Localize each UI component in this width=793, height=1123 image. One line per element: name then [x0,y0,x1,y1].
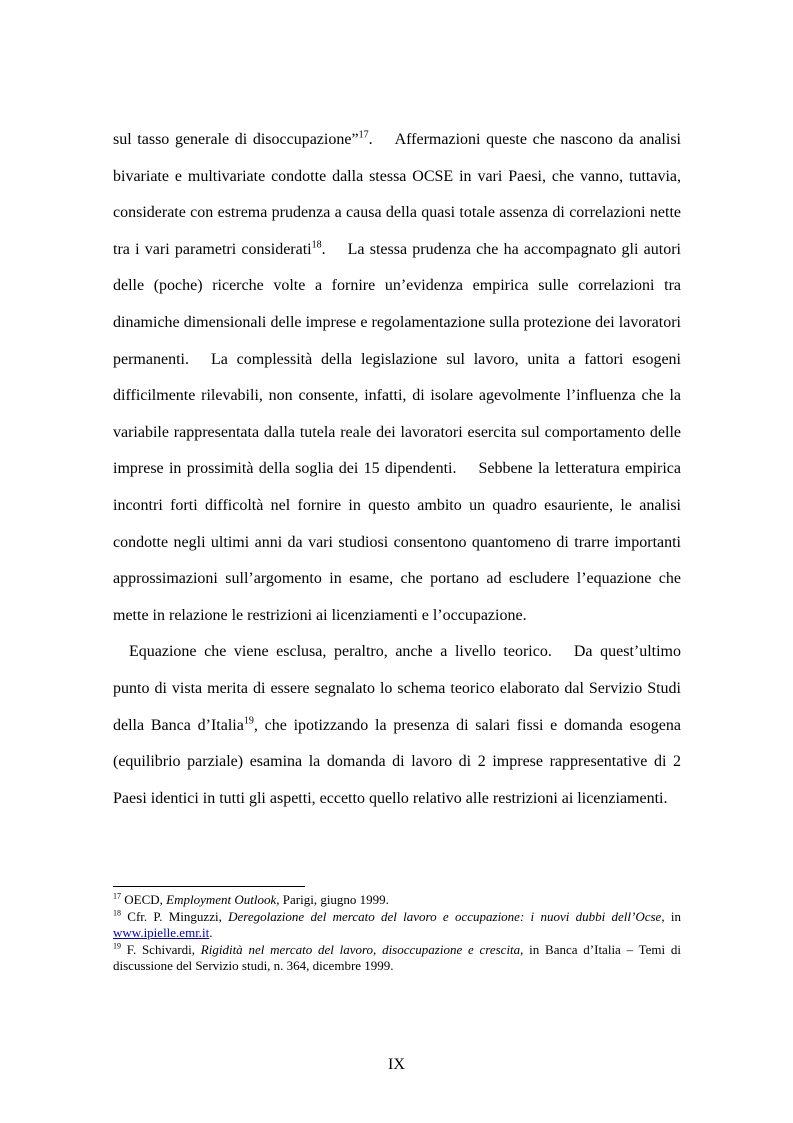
footnote-number: 19 [113,941,121,951]
page-number: IX [388,1056,405,1073]
sentence: Sebbene la letteratura empirica incontri forti difficoltà nel fornire in questo ambito un quadro esauriente, le analisi condotte negli ultimi anni da vari studiosi consentono quantomeno di trarre importanti approssimazioni sull’argomento in esame, che portano ad escludere l’equazione che mette in relazione le restrizioni ai licenziamenti e l’occupazione. [113,460,681,624]
paragraph-2 [113,634,681,817]
sentence: La complessità della legislazione sul lavoro, unita a fattori esogeni difficilmente rilevabili, non consente, infatti, di isolare agevolmente l’influenza che la variabile rappresentata dalla tutela reale dei lavoratori esercita sul comportamento delle imprese in prossimità della soglia dei 15 dipendenti. [113,350,681,478]
footnotes [113,892,681,975]
footnote-18 [113,909,681,942]
sentence: Equazione che viene esclusa, peraltro, anche a livello teorico. [129,643,552,661]
footnote-link[interactable]: www.ipielle.emr.it [113,925,210,940]
punctuation: . [368,131,373,148]
footnote-title: Deregolazione del mercato del lavoro e occupazione: i nuovi dubbi dell’Ocse [228,908,662,924]
footnote-19 [113,942,681,975]
sentence: sul tasso generale di disoccupazione” [113,131,359,148]
sentence: Da quest’ultimo punto di vista merita di essere segnalato lo schema teorico elaborato dal Servizio Studi della Banca d’Italia [113,643,681,734]
footnote-ref-19[interactable]: 19 [243,715,254,727]
footnote-17 [113,892,681,909]
footnote-number: 17 [113,891,121,901]
footnote-separator [113,886,305,887]
sentence: La stessa prudenza che ha accompagnato gli autori delle (poche) ricerche volte a fornire un’evidenza empirica sulle correlazioni tra dinamiche dimensionali delle imprese e regolamentazione sulla protezione dei lavoratori permanenti. [113,240,682,368]
footnote-ref-18[interactable]: 18 [311,239,322,251]
sentence: Affermazioni queste che nascono da analisi bivariate e multivariate condotte dalla stessa OCSE in vari Paesi, che vanno, tuttavia, considerate con estrema prudenza a causa della quasi totale assenza di correlazioni nette tra i vari parametri considerati [113,131,681,258]
footnote-text: Cfr. P. Minguzzi, [121,908,229,924]
footnote-text: , Parigi, giugno 1999. [276,892,389,907]
footnote-text: OECD, [121,892,167,907]
footnote-text: , in Banca d’Italia – Temi di discussione del Servizio studi, n. 364, dicembre 1999. [113,941,681,973]
sentence: , che ipotizzando la presenza di salari fissi e domanda esogena (equilibrio parziale) esamina la domanda di lavoro di 2 imprese rappresentative di 2 Paesi identici in tutti gli aspetti, eccetto quello relativo alle restrizioni ai licenziamenti. [113,716,681,807]
footnote-title: Employment Outlook [166,892,277,907]
body-text [113,122,681,817]
paragraph-1 [113,122,681,634]
punctuation: . [321,240,326,258]
footnote-text: F. Schivardi, [121,941,201,957]
footnote-text: , in [661,908,681,924]
footnote-text: . [209,925,213,940]
footnote-ref-17[interactable]: 17 [358,129,369,141]
footnote-number: 18 [113,908,121,918]
footnote-title: Rigidità nel mercato del lavoro, disoccupazione e crescita [200,941,521,957]
